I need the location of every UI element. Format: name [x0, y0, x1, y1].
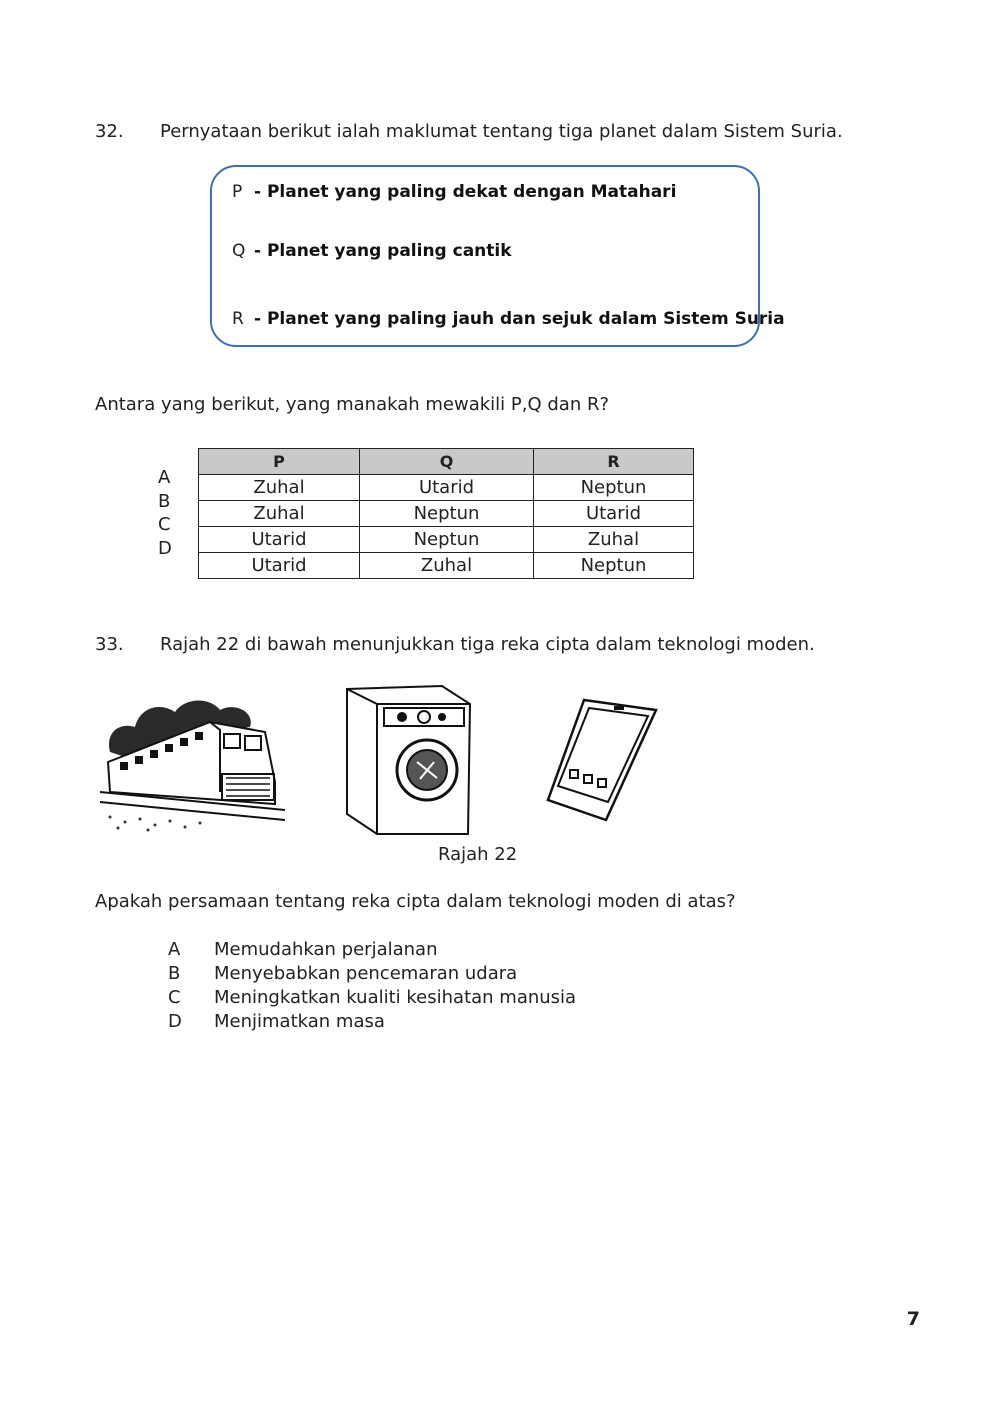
- question-32-prompt: Antara yang berikut, yang manakah mewakili P,Q dan R?: [95, 394, 610, 415]
- planet-statements-box: [210, 165, 785, 347]
- table-cell: Utarid: [199, 527, 360, 553]
- header-p: P: [199, 449, 360, 475]
- option-a-letter: A: [168, 939, 181, 960]
- option-c-text: Meningkatkan kualiti kesihatan manusia: [214, 987, 577, 1008]
- header-q: Q: [360, 449, 534, 475]
- table-cell: Zuhal: [199, 501, 360, 527]
- figure-caption: Rajah 22: [438, 844, 518, 865]
- option-d-letter: D: [168, 1011, 182, 1032]
- header-r: R: [534, 449, 694, 475]
- option-d-text: Menjimatkan masa: [214, 1011, 385, 1032]
- option-a-text: Memudahkan perjalanan: [214, 939, 438, 960]
- option-letter-a[interactable]: A: [158, 467, 171, 488]
- page-number: 7: [906, 1308, 920, 1330]
- table-row[interactable]: [199, 501, 694, 527]
- option-a[interactable]: [168, 939, 438, 960]
- option-letters: [158, 466, 172, 560]
- question-32-text: Pernyataan berikut ialah maklumat tentang tiga planet dalam Sistem Suria.: [160, 121, 843, 142]
- train-illustration: [100, 692, 285, 832]
- question-33-text: Rajah 22 di bawah menunjukkan tiga reka cipta dalam teknologi moden.: [160, 634, 815, 655]
- tablet-illustration: [544, 696, 662, 822]
- option-letter-c[interactable]: C: [158, 514, 171, 535]
- option-c-letter: C: [168, 987, 181, 1008]
- table-cell: Utarid: [199, 553, 360, 579]
- table-cell: Zuhal: [534, 527, 694, 553]
- option-b-letter: B: [168, 963, 181, 984]
- table-row[interactable]: [199, 475, 694, 501]
- statement-q: Q - Planet yang paling cantik: [232, 241, 512, 261]
- option-letter-b[interactable]: B: [158, 490, 171, 512]
- table-header-row: [199, 449, 694, 475]
- gravel-dots: [109, 816, 202, 832]
- option-b-text: Menyebabkan pencemaran udara: [214, 963, 518, 984]
- table-cell: Neptun: [534, 475, 694, 501]
- statement-p: P - Planet yang paling dekat dengan Matahari: [232, 182, 677, 202]
- table-cell: Utarid: [360, 475, 534, 501]
- question-33-prompt: Apakah persamaan tentang reka cipta dalam teknologi moden di atas?: [95, 891, 736, 912]
- question-33-number: 33.: [95, 634, 124, 655]
- table-row[interactable]: [199, 553, 694, 579]
- table-cell: Neptun: [360, 527, 534, 553]
- option-d[interactable]: [168, 1011, 385, 1032]
- option-c[interactable]: [168, 987, 576, 1008]
- table-cell: Zuhal: [199, 475, 360, 501]
- statement-r: R - Planet yang paling jauh dan sejuk dalam Sistem Suria: [232, 309, 785, 329]
- option-letter-d[interactable]: D: [158, 537, 172, 559]
- washing-machine-illustration: [342, 684, 472, 836]
- tablet-body: [548, 700, 656, 820]
- table-cell: Neptun: [360, 501, 534, 527]
- answer-table: [198, 448, 694, 579]
- option-b[interactable]: [168, 963, 517, 984]
- question-32-number: 32.: [95, 121, 124, 142]
- table-cell: Zuhal: [360, 553, 534, 579]
- table-cell: Neptun: [534, 553, 694, 579]
- table-cell: Utarid: [534, 501, 694, 527]
- table-row[interactable]: [199, 527, 694, 553]
